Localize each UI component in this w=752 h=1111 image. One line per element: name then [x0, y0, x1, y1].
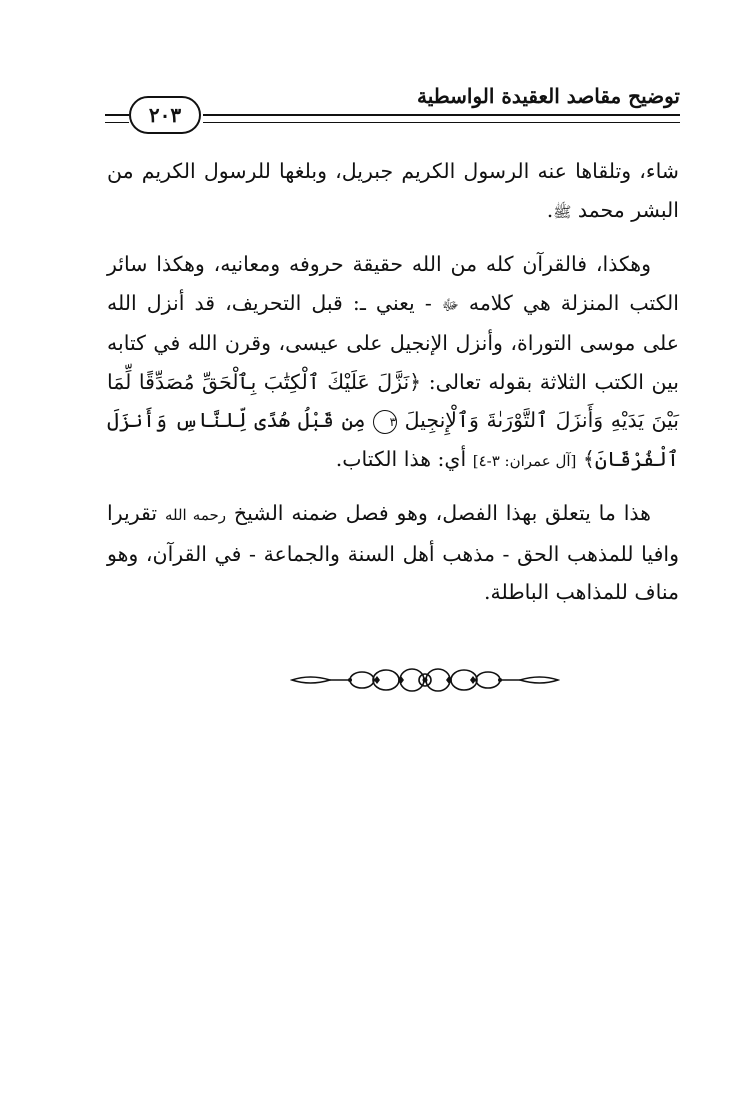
honorific-rahimahullah: رحمه الله: [164, 506, 227, 524]
decorative-divider-icon: [290, 665, 560, 695]
page-header: [105, 80, 680, 128]
page-number-badge: [129, 96, 201, 134]
paragraph-1-end: .: [546, 197, 554, 222]
paragraph-3-text-2: تقريرا وافيا للمذهب الحق - مذهب أهل السنة والجماعة - في القرآن، وهو مناف للمذاهب الباطلة.: [107, 501, 679, 604]
paragraph-2-text-1: وهكذا، فالقرآن كله من الله حقيقة حروفه ومعانيه، وهكذا سائر الكتب المنزلة هي كلامه: [107, 252, 679, 315]
verse-citation: [آل عمران: ٣-٤]: [472, 451, 577, 470]
paragraph-1: [107, 152, 679, 231]
paragraph-3-text-1: هذا ما يتعلق بهذا الفصل، وهو فصل ضمنه الشيخ: [233, 501, 651, 525]
header-rule: [203, 114, 680, 123]
running-title: توضيح مقاصد العقيدة الواسطية: [416, 84, 680, 108]
quran-verse-part-1: ﴿نَزَّلَ عَلَيْكَ ٱلْكِتَٰبَ بِٱلْحَقِّ مُصَدِّقًا لِّمَا بَيْنَ يَدَيْهِ وَأَنزَلَ ٱلتَّوْرَىٰةَ وَٱلْإِنجِيلَ: [107, 369, 679, 432]
page-body: [107, 152, 679, 626]
paragraph-1-text: شاء، وتلقاها عنه الرسول الكريم جبريل، وبلغها للرسول الكريم من البشر محمد: [107, 159, 679, 222]
header-rule-left: [105, 114, 129, 123]
paragraph-2-text-2: - يعني ـ: قبل التحريف، قد أنزل الله على موسى التوراة، وأنزل الإنجيل على عيسى، وقرن الله في كتابه بين الكتب الثلاثة بقوله تعالى:: [107, 290, 679, 394]
honorific-jalla: ﷻ: [441, 295, 459, 314]
paragraph-2: [107, 245, 679, 480]
verse-number-marker: ٣: [373, 410, 397, 434]
quran-verse-part-2: مِن قَبْلُ هُدًى لِّلنَّاسِ وَأَنزَلَ ٱلْفُرْقَانَ﴾: [107, 408, 679, 471]
honorific-salawat: ﷺ: [553, 202, 572, 221]
paragraph-3: [107, 494, 679, 612]
paragraph-2-text-3: أي: هذا الكتاب.: [335, 446, 467, 471]
page-number: ٢٠٣: [148, 103, 182, 127]
